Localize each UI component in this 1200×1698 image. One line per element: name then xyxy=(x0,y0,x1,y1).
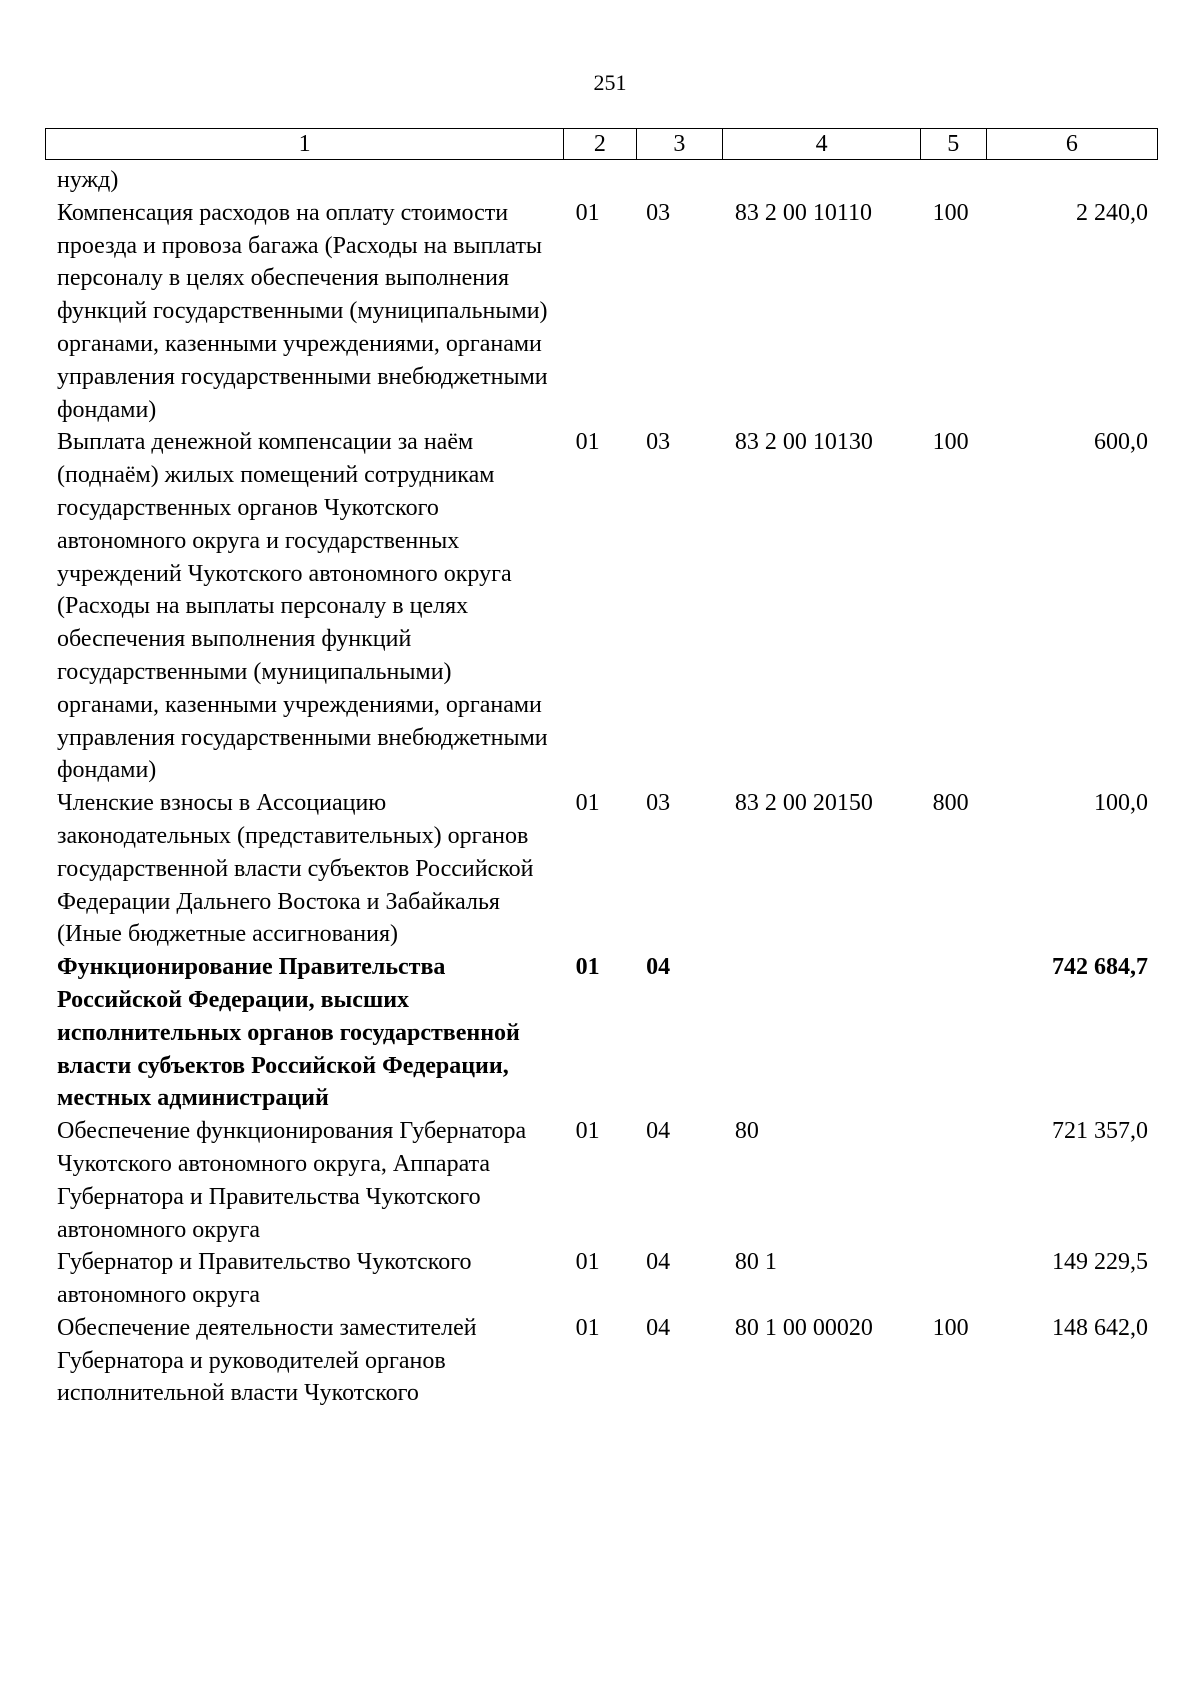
page-number: 251 xyxy=(593,70,627,95)
row-description: Губернатор и Правительство Чукотского автономного округа xyxy=(57,1249,472,1309)
row-section xyxy=(564,164,637,197)
header-col-4: 4 xyxy=(723,129,921,160)
row-subsection: 04 xyxy=(646,1118,671,1145)
row-section: 01 xyxy=(575,954,600,981)
header-col-3: 3 xyxy=(636,129,723,160)
row-amount: 100,0 xyxy=(1094,790,1148,817)
header-col-2: 2 xyxy=(564,129,636,160)
row-section: 01 xyxy=(575,199,600,226)
table-row xyxy=(45,951,1158,1115)
row-target-article: 83 2 00 20150 xyxy=(734,790,873,817)
row-section: 01 xyxy=(575,1118,600,1145)
row-expense-type: 800 xyxy=(932,790,969,817)
row-expense-type xyxy=(921,1246,987,1312)
table-row xyxy=(45,197,1158,427)
header-col-1: 1 xyxy=(46,129,564,160)
row-description: Функционирование Правительства Российской Федерации, высших исполнительных органов государственной власти субъектов Российской Федерации, местных администраций xyxy=(57,954,520,1112)
row-expense-type: 100 xyxy=(932,199,969,226)
table-row xyxy=(45,1312,1158,1410)
table-row xyxy=(45,164,1158,197)
row-description: Обеспечение деятельности заместителей Губернатора и руководителей органов исполнительной власти Чукотского xyxy=(57,1314,477,1407)
row-expense-type: 100 xyxy=(932,1314,969,1341)
table-row xyxy=(45,426,1158,787)
table-row xyxy=(45,1246,1158,1312)
row-description: Членские взносы в Ассоциацию законодательных (представительных) органов государственной власти субъектов Российской Федерации Дальнего Востока и Забайкалья (Иные бюджетные ассигнования) xyxy=(57,790,534,948)
header-col-5: 5 xyxy=(920,129,986,160)
budget-table xyxy=(45,164,1158,1410)
row-subsection: 03 xyxy=(646,429,671,456)
row-amount: 149 229,5 xyxy=(1052,1249,1148,1276)
row-amount: 600,0 xyxy=(1094,429,1148,456)
row-subsection: 04 xyxy=(646,954,671,981)
row-target-article: 83 2 00 10130 xyxy=(734,429,873,456)
row-section: 01 xyxy=(575,1249,600,1276)
row-section: 01 xyxy=(575,1314,600,1341)
row-target-article xyxy=(723,164,921,197)
row-subsection: 04 xyxy=(646,1249,671,1276)
row-section: 01 xyxy=(575,429,600,456)
row-target-article xyxy=(723,951,921,1115)
row-subsection xyxy=(636,164,723,197)
header-col-6: 6 xyxy=(986,129,1157,160)
row-subsection: 03 xyxy=(646,199,671,226)
row-description: нужд) xyxy=(57,167,119,193)
row-target-article: 80 1 xyxy=(734,1249,777,1276)
row-expense-type xyxy=(921,951,987,1115)
row-expense-type xyxy=(921,164,987,197)
table-row xyxy=(45,1115,1158,1246)
row-description: Обеспечение функционирования Губернатора Чукотского автономного округа, Аппарата Губернатора и Правительства Чукотского автономного округа xyxy=(57,1118,527,1243)
row-amount xyxy=(987,164,1158,197)
row-expense-type xyxy=(921,1115,987,1246)
row-subsection: 03 xyxy=(646,790,671,817)
row-target-article: 80 xyxy=(734,1118,759,1145)
table-header xyxy=(45,128,1158,160)
row-section: 01 xyxy=(575,790,600,817)
table-row xyxy=(45,787,1158,951)
row-target-article: 80 1 00 00020 xyxy=(734,1314,873,1341)
row-target-article: 83 2 00 10110 xyxy=(734,199,872,226)
row-description: Компенсация расходов на оплату стоимости проезда и провоза багажа (Расходы на выплаты персоналу в целях обеспечения выполнения функций государственными (муниципальными) органами, казенными учреждениями, органами управления государственными внебюджетными фондами) xyxy=(57,199,548,423)
row-expense-type: 100 xyxy=(932,429,969,456)
row-amount: 148 642,0 xyxy=(1052,1314,1148,1341)
row-subsection: 04 xyxy=(646,1314,671,1341)
row-amount: 721 357,0 xyxy=(1052,1118,1148,1145)
row-description: Выплата денежной компенсации за наём (поднаём) жилых помещений сотрудникам государственных органов Чукотского автономного округа и государственных учреждений Чукотского автономного округа (Расходы на выплаты персоналу в целях обеспечения выполнения функций государственными (муниципальными) органами, казенными учреждениями, органами управления государственными внебюджетными фондами) xyxy=(57,429,548,784)
row-amount: 2 240,0 xyxy=(1076,199,1148,226)
row-amount: 742 684,7 xyxy=(1052,954,1148,981)
